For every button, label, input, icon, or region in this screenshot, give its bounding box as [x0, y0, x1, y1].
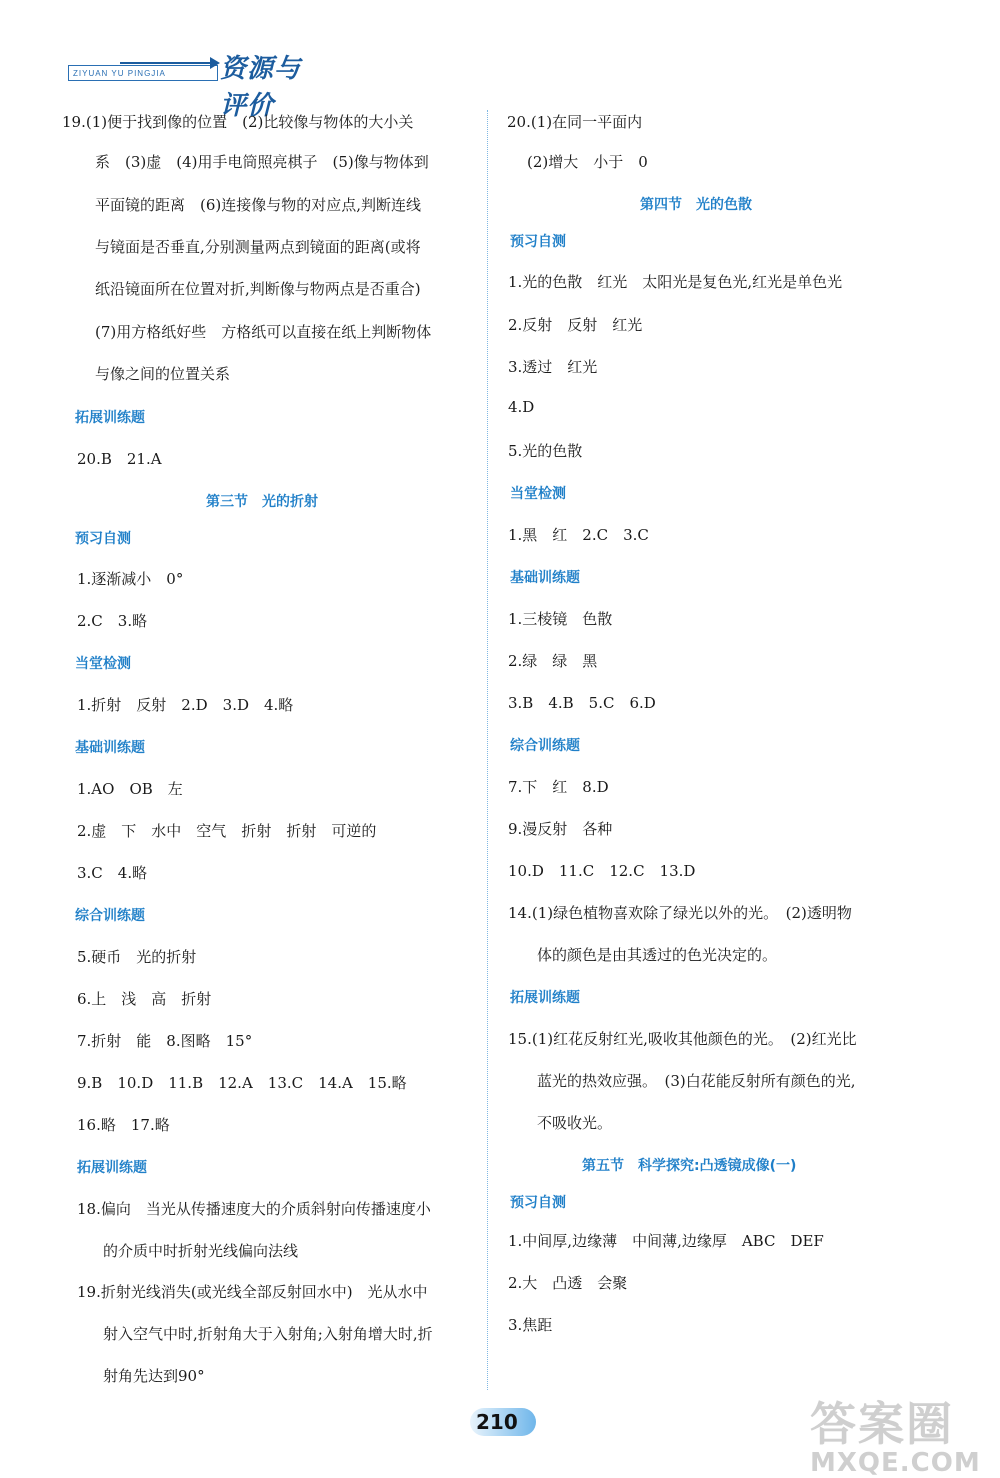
answer-line: 3.焦距 [508, 1316, 553, 1334]
section-heading: 当堂检测 [510, 486, 566, 502]
answer-line: 1.折射 反射 2.D 3.D 4.略 [77, 696, 294, 714]
answer-line: 7.折射 能 8.图略 15° [77, 1032, 253, 1050]
answer-line: 3.透过 红光 [508, 358, 598, 376]
answer-line: 15.(1)红花反射红光,吸收其他颜色的光。 (2)红光比 [508, 1030, 857, 1048]
answer-line: 的介质中时折射光线偏向法线 [103, 1242, 299, 1260]
answer-line: 7.下 红 8.D [508, 778, 609, 796]
answer-line: 3.B 4.B 5.C 6.D [508, 694, 656, 712]
answer-line: 2.绿 绿 黑 [508, 652, 598, 670]
answer-line: 体的颜色是由其透过的色光决定的。 [537, 946, 778, 964]
section-heading: 拓展训练题 [77, 1160, 147, 1176]
page-number [470, 1408, 536, 1436]
answer-line: 蓝光的热效应强。 (3)白花能反射所有颜色的光, [537, 1072, 856, 1090]
answer-line: 平面镜的距离 (6)连接像与物的对应点,判断连线 [95, 196, 422, 214]
section-heading: 综合训练题 [75, 908, 145, 924]
answer-line: 射入空气中时,折射角大于入射角;入射角增大时,折 [103, 1325, 433, 1343]
answer-line: 10.D 11.C 12.C 13.D [508, 862, 696, 880]
answer-line: 2.C 3.略 [77, 612, 148, 630]
answer-line: 2.虚 下 水中 空气 折射 折射 可逆的 [77, 822, 377, 840]
section-heading: 基础训练题 [510, 570, 580, 586]
chapter-heading: 第五节 科学探究:凸透镜成像(一) [582, 1158, 797, 1174]
answer-line: 4.D [508, 398, 535, 416]
column-divider [487, 110, 488, 1390]
section-heading: 拓展训练题 [75, 410, 145, 426]
watermark-text: 答案圈 [810, 1397, 954, 1451]
chapter-heading: 第三节 光的折射 [206, 494, 318, 510]
answer-line: 20.(1)在同一平面内 [507, 113, 643, 131]
answer-line: 1.中间厚,边缘薄 中间薄,边缘厚 ABC DEF [508, 1232, 824, 1250]
watermark [810, 1388, 981, 1478]
section-heading: 预习自测 [510, 1195, 566, 1211]
answer-line: (2)增大 小于 0 [527, 153, 648, 171]
answer-line: 纸沿镜面所在位置对折,判断像与物两点是否重合) [95, 280, 421, 298]
answer-line: 与像之间的位置关系 [95, 365, 231, 383]
answer-line: 射角先达到90° [103, 1367, 205, 1385]
section-heading: 综合训练题 [510, 738, 580, 754]
header-logo [60, 40, 320, 121]
answer-line: 系 (3)虚 (4)用手电筒照亮棋子 (5)像与物体到 [95, 153, 429, 171]
answer-line: 3.C 4.略 [77, 864, 148, 882]
answer-line: 与镜面是否垂直,分别测量两点到镜面的距离(或将 [95, 238, 421, 256]
answer-line: 1.AO OB 左 [77, 780, 183, 798]
answer-line: 5.硬币 光的折射 [77, 948, 197, 966]
section-heading: 基础训练题 [75, 740, 145, 756]
page-number-text: 210 [476, 1410, 518, 1434]
answer-line: 9.漫反射 各种 [508, 820, 613, 838]
answer-line: 不吸收光。 [537, 1114, 613, 1132]
answer-line: 19.折射光线消失(或光线全部反射回水中) 光从水中 [77, 1283, 428, 1301]
answer-line: 9.B 10.D 11.B 12.A 13.C 14.A 15.略 [77, 1074, 407, 1092]
answer-line: 2.大 凸透 会聚 [508, 1274, 628, 1292]
answer-line: 16.略 17.略 [77, 1116, 170, 1134]
answer-line: 1.逐渐减小 0° [77, 570, 184, 588]
section-heading: 当堂检测 [75, 656, 131, 672]
answer-line: 1.光的色散 红光 太阳光是复色光,红光是单色光 [508, 273, 843, 291]
section-heading: 预习自测 [510, 234, 566, 250]
answer-line: 20.B 21.A [77, 450, 162, 468]
answer-line: 6.上 浅 高 折射 [77, 990, 212, 1008]
answer-line: (7)用方格纸好些 方格纸可以直接在纸上判断物体 [95, 323, 432, 341]
header-pinyin: ZIYUAN YU PINGJIA [68, 65, 218, 81]
arrow-icon [120, 62, 212, 64]
chapter-heading: 第四节 光的色散 [640, 197, 752, 213]
answer-line: 1.黑 红 2.C 3.C [508, 526, 649, 544]
answer-line: 19.(1)便于找到像的位置 (2)比较像与物体的大小关 [62, 113, 414, 131]
watermark-url: MXQE.COM [810, 1448, 981, 1478]
answer-line: 5.光的色散 [508, 442, 583, 460]
answer-line: 2.反射 反射 红光 [508, 316, 643, 334]
section-heading: 拓展训练题 [510, 990, 580, 1006]
answer-line: 18.偏向 当光从传播速度大的介质斜射向传播速度小 [77, 1200, 431, 1218]
answer-line: 14.(1)绿色植物喜欢除了绿光以外的光。 (2)透明物 [508, 904, 852, 922]
answer-line: 1.三棱镜 色散 [508, 610, 613, 628]
header-title: 资源与评价 [220, 54, 302, 121]
section-heading: 预习自测 [75, 531, 131, 547]
